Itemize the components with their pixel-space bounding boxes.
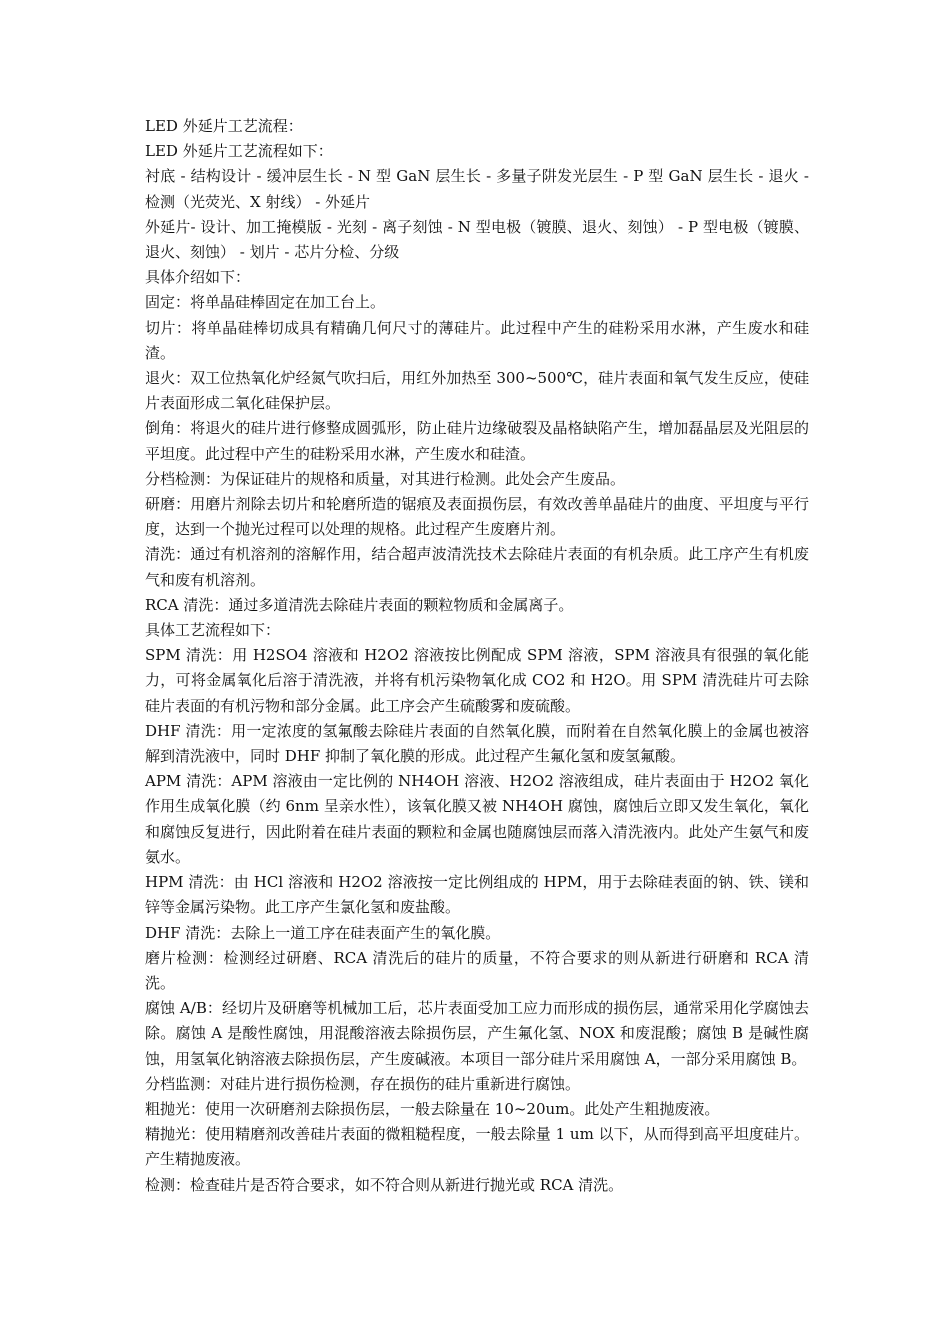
heading-process-details: 具体工艺流程如下： bbox=[145, 621, 281, 640]
paragraph-fine-polishing: 精抛光：使用精磨剂改善硅片表面的微粗糙程度，一般去除量 1 um 以下，从而得到高平坦度硅片。产生精抛废液。 bbox=[145, 1125, 809, 1169]
paragraph-apm: APM 清洗：APM 溶液由一定比例的 NH4OH 溶液、H2O2 溶液组成，硅片表面由于 H2O2 氧化作用生成氧化膜（约 6nm 呈亲水性），该氧化膜又被 NH4OH 腐蚀，腐蚀后立即又发生氧化，氧化和腐蚀反复进行，因此附着在硅片表面的颗粒和金属也随腐蚀层而落入清洗液内。此处产生氨气和废氨水。 bbox=[145, 772, 809, 866]
paragraph-etching: 腐蚀 A/B：经切片及研磨等机械加工后，芯片表面受加工应力而形成的损伤层，通常采用化学腐蚀去除。腐蚀 A 是酸性腐蚀，用混酸溶液去除损伤层，产生氟化氢、NOX 和废混酸；腐蚀 B 是碱性腐蚀，用氢氧化钠溶液去除损伤层，产生废碱液。本项目一部分硅片采用腐蚀 A，一部分采用腐蚀 B。 bbox=[145, 999, 809, 1068]
paragraph-dhf-second: DHF 清洗：去除上一道工序在硅表面产生的氧化膜。 bbox=[145, 923, 501, 942]
paragraph-slicing: 切片：将单晶硅棒切成具有精确几何尺寸的薄硅片。此过程中产生的硅粉采用水淋，产生废水和硅渣。 bbox=[145, 318, 809, 362]
paragraph-fixing: 固定：将单晶硅棒固定在加工台上。 bbox=[145, 293, 386, 312]
paragraph-rca-cleaning: RCA 清洗：通过多道清洗去除硅片表面的颗粒物质和金属离子。 bbox=[145, 595, 574, 614]
heading-details: 具体介绍如下： bbox=[145, 268, 251, 287]
paragraph-cleaning: 清洗：通过有机溶剂的溶解作用，结合超声波清洗技术去除硅片表面的有机杂质。此工序产生有机废气和废有机溶剂。 bbox=[145, 545, 809, 589]
paragraph-dhf: DHF 清洗：用一定浓度的氢氟酸去除硅片表面的自然氧化膜，而附着在自然氧化膜上的金属也被溶解到清洗液中，同时 DHF 抑制了氧化膜的形成。此过程产生氟化氢和废氢氟酸。 bbox=[145, 721, 809, 766]
paragraph-rough-polishing: 粗抛光：使用一次研磨剂去除损伤层，一般去除量在 10~20um。此处产生粗抛废液。 bbox=[145, 1099, 720, 1118]
paragraph-damage-monitoring: 分档监测：对硅片进行损伤检测，存在损伤的硅片重新进行腐蚀。 bbox=[145, 1074, 581, 1093]
paragraph-lapping: 研磨：用磨片剂除去切片和轮磨所造的锯痕及表面损伤层，有效改善单晶硅片的曲度、平坦度与平行度，达到一个抛光过程可以处理的规格。此过程产生废磨片剂。 bbox=[145, 495, 809, 539]
paragraph-hpm: HPM 清洗：由 HCl 溶液和 H2O2 溶液按一定比例组成的 HPM，用于去除硅表面的钠、铁、镁和锌等金属污染物。此工序产生氯化氢和废盐酸。 bbox=[145, 873, 809, 917]
paragraph-chamfering: 倒角：将退火的硅片进行修整成圆弧形，防止硅片边缘破裂及晶格缺陷产生，增加磊晶层及光阻层的平坦度。此过程中产生的硅粉采用水淋，产生废水和硅渣。 bbox=[145, 419, 809, 463]
paragraph-chip-flow: 外延片- 设计、加工掩模版 - 光刻 - 离子刻蚀 - N 型电极（镀膜、退火、刻蚀） - P 型电极（镀膜、退火、刻蚀） - 划片 - 芯片分检、分级 bbox=[145, 217, 809, 262]
paragraph-lap-inspection: 磨片检测：检测经过研磨、RCA 清洗后的硅片的质量，不符合要求的则从新进行研磨和 RCA 清洗。 bbox=[145, 948, 809, 992]
paragraph-annealing: 退火：双工位热氧化炉经氮气吹扫后，用红外加热至 300~500℃，硅片表面和氧气发生反应，使硅片表面形成二氧化硅保护层。 bbox=[145, 369, 809, 413]
document-body bbox=[145, 114, 809, 1198]
heading-led-process: LED 外延片工艺流程： bbox=[145, 117, 303, 135]
paragraph-sorting: 分档检测：为保证硅片的规格和质量，对其进行检测。此处会产生废品。 bbox=[145, 469, 626, 488]
paragraph-epi-flow: 衬底 - 结构设计 - 缓冲层生长 - N 型 GaN 层生长 - 多量子阱发光层生 - P 型 GaN 层生长 - 退火 - 检测（光荧光、X 射线） - 外延片 bbox=[145, 167, 809, 211]
paragraph-spm: SPM 清洗：用 H2SO4 溶液和 H2O2 溶液按比例配成 SPM 溶液，SPM 溶液具有很强的氧化能力，可将金属氧化后溶于清洗液，并将有机污染物氧化成 CO2 和 H2O。用 SPM 清洗硅片可去除硅片表面的有机污物和部分金属。此工序会产生硫酸雾和废硫酸。 bbox=[145, 646, 809, 715]
heading-led-process-steps: LED 外延片工艺流程如下： bbox=[145, 142, 333, 161]
paragraph-final-inspection: 检测：检查硅片是否符合要求，如不符合则从新进行抛光或 RCA 清洗。 bbox=[145, 1175, 624, 1194]
